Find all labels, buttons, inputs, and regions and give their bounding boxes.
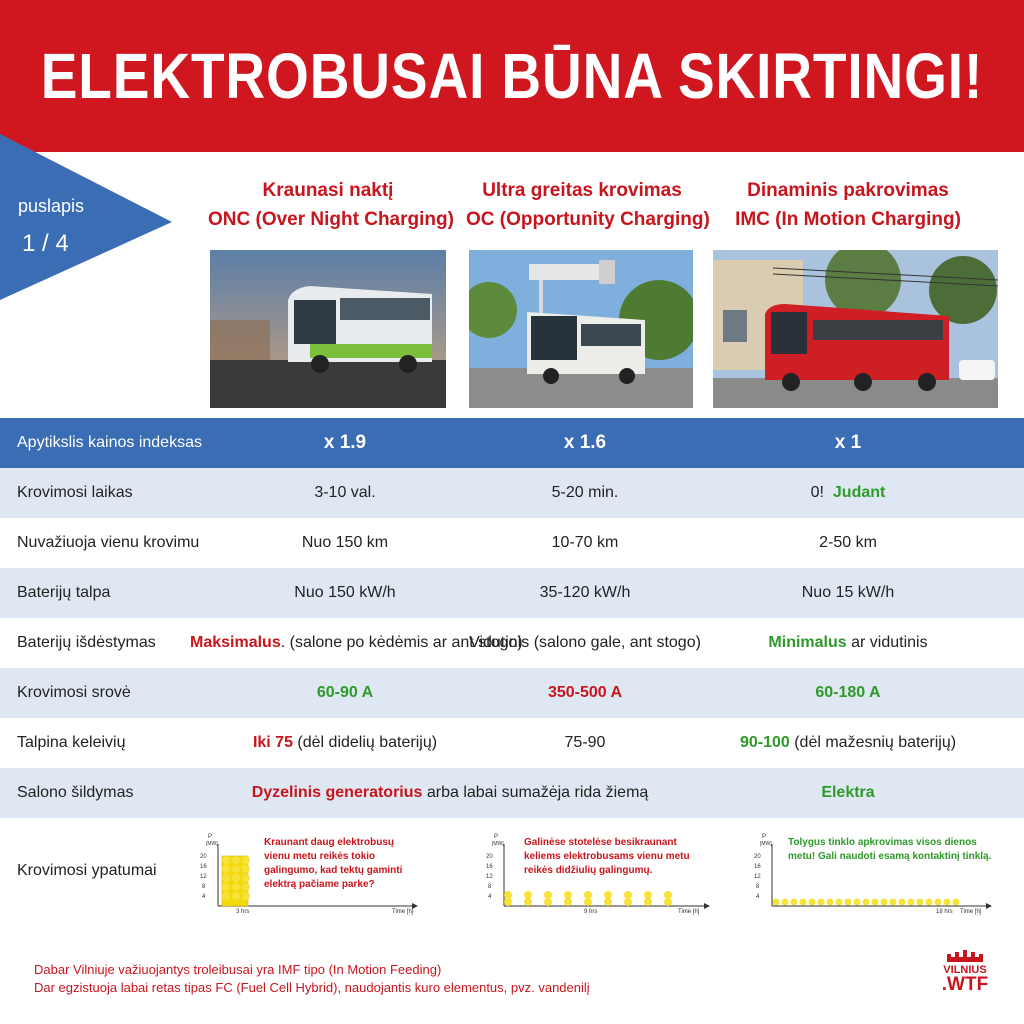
page-triangle-icon — [0, 134, 172, 300]
mini-chart-onc — [196, 832, 420, 916]
row-label: Salono šildymas — [17, 784, 134, 801]
column-heading-line2: IMC (In Motion Charging) — [735, 209, 961, 230]
footer-note-1: Dabar Vilniuje važiuojantys troleibusai yra IMF tipo (In Motion Feeding) — [34, 962, 442, 977]
cell-oc: 35-120 kW/h — [539, 584, 631, 601]
page-indicator — [0, 134, 172, 300]
cell-highlight: Iki 75 — [252, 734, 293, 751]
cell-value: arba labai sumažėja rida žiemą — [422, 784, 649, 801]
cell-imc — [700, 484, 996, 502]
column-heading-onc — [208, 176, 454, 234]
cell-imc: x 1 — [834, 432, 862, 453]
x-tick: 9 hrs — [584, 909, 598, 915]
mini-chart-note: Kraunant daug elektrobusų vienu metu reikės tokio galingumo, kad tektų gaminti elektrą pačiame parke? — [264, 837, 403, 890]
row-label: Krovimosi laikas — [17, 484, 133, 501]
cell-onc — [190, 734, 500, 752]
cell-imc — [700, 734, 996, 752]
column-heading-oc — [466, 176, 710, 234]
cell-value: . (salone po kėdėmis ar ant stogo) — [280, 634, 523, 651]
table-row-placement — [0, 618, 1024, 668]
page-title: ELEKTROBUSAI BŪNA SKIRTINGI! — [40, 40, 984, 112]
x-tick: 18 hrs — [936, 909, 953, 915]
cell-value: ar vidutinis — [846, 634, 928, 651]
y-tick: 20 — [200, 854, 207, 860]
y-tick: 4 — [202, 894, 206, 900]
page-label: puslapis — [18, 196, 85, 216]
y-tick: 16 — [486, 864, 493, 870]
cell-highlight: Minimalus — [768, 634, 847, 651]
row-label: Nuvažiuoja vienu krovimu — [17, 534, 200, 551]
y-axis-unit: [MW] — [206, 841, 218, 847]
column-heading-line1: Ultra greitas krovimas — [482, 180, 682, 201]
cell-onc: Nuo 150 kW/h — [294, 584, 396, 601]
y-tick: 20 — [486, 854, 493, 860]
imc-trolleybus-photo — [713, 250, 998, 408]
y-axis-label: P — [762, 834, 767, 840]
cell-oc: 350-500 A — [547, 684, 623, 701]
row-label: Talpina keleivių — [17, 734, 126, 751]
header-banner — [0, 0, 1024, 152]
y-tick: 4 — [756, 894, 760, 900]
cell-onc — [190, 634, 523, 652]
cell-oc: Vidutinis (salono gale, ant stogo) — [469, 634, 701, 651]
cell-highlight: Judant — [832, 484, 886, 501]
y-axis-unit: [MW] — [760, 841, 772, 847]
table-row-heating — [0, 768, 1024, 818]
cell-onc: 3-10 val. — [314, 484, 376, 501]
column-heading-line1: Dinaminis pakrovimas — [747, 180, 949, 201]
cell-onc: x 1.9 — [323, 432, 367, 453]
cell-value: (dėl mažesnių baterijų) — [789, 734, 957, 751]
cell-oc: x 1.6 — [563, 432, 607, 453]
logo-word-1: VILNIUS — [943, 964, 987, 976]
table-row-range — [0, 518, 1024, 568]
mini-chart-oc — [482, 832, 712, 916]
cell-oc: 5-20 min. — [551, 484, 619, 501]
row-label: Krovimosi srovė — [17, 684, 131, 701]
x-axis-label: Time [h] — [678, 909, 700, 915]
cell-oc: 10-70 km — [551, 534, 619, 551]
column-heading-line1: Kraunasi naktį — [262, 180, 394, 201]
cell-onc: 60-90 A — [316, 684, 374, 701]
table-row-capacity — [0, 718, 1024, 768]
y-axis-unit: [MW] — [492, 841, 504, 847]
y-tick: 20 — [754, 854, 761, 860]
oc-bus-photo — [469, 250, 693, 408]
cell-highlight: Dyzelinis generatorius — [251, 784, 423, 801]
x-axis-label: Time [h] — [392, 909, 414, 915]
row-label: Krovimosi ypatumai — [17, 862, 157, 879]
y-tick: 16 — [754, 864, 761, 870]
table-row-price — [0, 418, 1024, 468]
y-tick: 12 — [200, 874, 207, 880]
row-label: Baterijų išdėstymas — [17, 634, 156, 651]
cell-onc: Nuo 150 km — [301, 534, 389, 551]
y-tick: 12 — [486, 874, 493, 880]
mini-chart-note: Tolygus tinklo apkrovimas visos dienos metu! Gali naudoti esamą kontaktinį tinklą. — [788, 837, 992, 862]
onc-bus-photo — [210, 250, 446, 408]
column-heading-line2: OC (Opportunity Charging) — [466, 209, 710, 230]
page-number: 1 / 4 — [22, 230, 69, 257]
comparison-table — [0, 418, 1024, 818]
x-tick: 3 hrs — [236, 909, 250, 915]
cell-imc: Elektra — [821, 784, 875, 801]
y-tick: 4 — [488, 894, 492, 900]
x-axis-label: Time [h] — [960, 909, 982, 915]
y-tick: 12 — [754, 874, 761, 880]
cell-value: 0! — [810, 484, 824, 501]
footer-note-2: Dar egzistuoja labai retas tipas FC (Fuel Cell Hybrid), naudojantis kuro elementus, pvz. vandenilį — [34, 980, 590, 995]
column-heading-line2: ONC (Over Night Charging) — [208, 209, 454, 230]
cell-imc: Nuo 15 kW/h — [801, 584, 895, 601]
cell-imc: 2-50 km — [819, 534, 877, 551]
table-row-features — [0, 818, 1024, 926]
vilnius-wtf-logo — [930, 950, 1000, 1000]
y-tick: 8 — [488, 884, 492, 890]
cell-value: (dėl didelių baterijų) — [292, 734, 438, 751]
y-axis-label: P — [208, 834, 213, 840]
table-row-current — [0, 668, 1024, 718]
row-label: Apytikslis kainos indeksas — [17, 434, 202, 451]
column-heading-imc — [728, 176, 968, 234]
y-tick: 8 — [202, 884, 206, 890]
cell-highlight: 90-100 — [739, 734, 790, 751]
cell-highlight: Maksimalus — [190, 634, 281, 651]
castle-icon — [945, 950, 985, 962]
cell-oc: 75-90 — [564, 734, 606, 751]
mini-chart-imc — [750, 832, 996, 916]
y-tick: 8 — [756, 884, 760, 890]
table-row-battery — [0, 568, 1024, 618]
cell-onc-oc — [190, 784, 710, 802]
y-axis-label: P — [494, 834, 499, 840]
table-row-charge-time — [0, 468, 1024, 518]
cell-imc — [700, 634, 996, 652]
y-tick: 16 — [200, 864, 207, 870]
mini-chart-note: Galinėse stotelėse besikraunant keliems elektrobusams vienu metu reikės didžiulių galingumų. — [524, 837, 690, 876]
cell-imc: 60-180 A — [815, 684, 881, 701]
row-label: Baterijų talpa — [17, 584, 111, 601]
logo-word-2: .WTF — [941, 974, 989, 995]
